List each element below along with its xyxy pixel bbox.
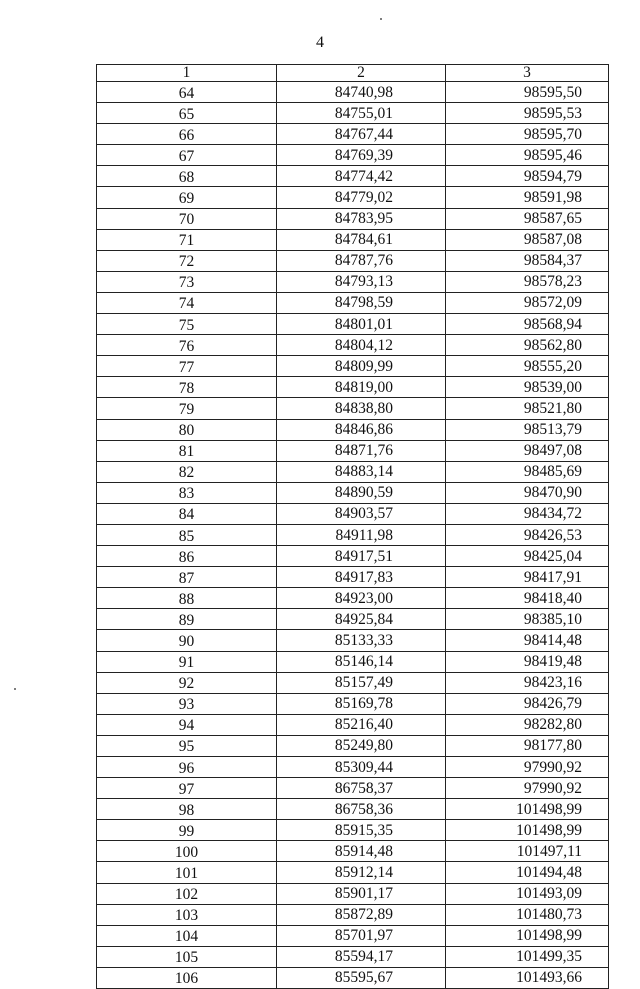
y-coordinate-cell: 98177,80 [446, 735, 609, 756]
y-coordinate-cell: 98584,37 [446, 250, 609, 271]
x-coordinate-cell: 84925,84 [277, 609, 446, 630]
y-coordinate-cell: 98591,98 [446, 187, 609, 208]
x-coordinate-cell: 84846,86 [277, 419, 446, 440]
table-row [97, 820, 609, 841]
table-row [97, 567, 609, 588]
table-row [97, 651, 609, 672]
page-number: 4 [316, 34, 324, 51]
y-coordinate-cell: 98282,80 [446, 714, 609, 735]
row-number-cell: 79 [97, 398, 277, 419]
y-coordinate-cell: 101494,48 [446, 862, 609, 883]
y-coordinate-cell: 98568,94 [446, 314, 609, 335]
scan-speck [380, 18, 382, 20]
x-coordinate-cell: 85216,40 [277, 714, 446, 735]
x-coordinate-cell: 84917,83 [277, 567, 446, 588]
y-coordinate-cell: 98417,91 [446, 567, 609, 588]
x-coordinate-cell: 84755,01 [277, 103, 446, 124]
table-row [97, 250, 609, 271]
row-number-cell: 91 [97, 651, 277, 672]
table-row [97, 757, 609, 778]
row-number-cell: 103 [97, 904, 277, 925]
x-coordinate-cell: 84787,76 [277, 250, 446, 271]
table-row [97, 735, 609, 756]
row-number-cell: 90 [97, 630, 277, 651]
y-coordinate-cell: 98539,00 [446, 377, 609, 398]
column-header-3: 3 [446, 65, 609, 82]
row-number-cell: 102 [97, 883, 277, 904]
row-number-cell: 99 [97, 820, 277, 841]
table-row [97, 208, 609, 229]
y-coordinate-cell: 101493,09 [446, 883, 609, 904]
y-coordinate-cell: 98426,79 [446, 693, 609, 714]
table-row [97, 419, 609, 440]
table-row [97, 841, 609, 862]
x-coordinate-cell: 84804,12 [277, 335, 446, 356]
row-number-cell: 80 [97, 419, 277, 440]
table-row [97, 714, 609, 735]
y-coordinate-cell: 98419,48 [446, 651, 609, 672]
row-number-cell: 66 [97, 124, 277, 145]
table-row [97, 398, 609, 419]
row-number-cell: 82 [97, 461, 277, 482]
x-coordinate-cell: 85133,33 [277, 630, 446, 651]
y-coordinate-cell: 98513,79 [446, 419, 609, 440]
table-row [97, 672, 609, 693]
y-coordinate-cell: 98562,80 [446, 335, 609, 356]
x-coordinate-cell: 85309,44 [277, 757, 446, 778]
table-row [97, 883, 609, 904]
x-coordinate-cell: 85914,48 [277, 841, 446, 862]
table-row [97, 925, 609, 946]
table-row [97, 946, 609, 967]
table-row [97, 799, 609, 820]
x-coordinate-cell: 84801,01 [277, 314, 446, 335]
y-coordinate-cell: 101497,11 [446, 841, 609, 862]
table-row [97, 166, 609, 187]
y-coordinate-cell: 101498,99 [446, 799, 609, 820]
table-row [97, 630, 609, 651]
x-coordinate-cell: 86758,37 [277, 778, 446, 799]
row-number-cell: 94 [97, 714, 277, 735]
table-row [97, 546, 609, 567]
row-number-cell: 89 [97, 609, 277, 630]
y-coordinate-cell: 98485,69 [446, 461, 609, 482]
x-coordinate-cell: 86758,36 [277, 799, 446, 820]
y-coordinate-cell: 98595,70 [446, 124, 609, 145]
y-coordinate-cell: 98595,53 [446, 103, 609, 124]
table-row [97, 503, 609, 524]
y-coordinate-cell: 98587,08 [446, 229, 609, 250]
column-header-1: 1 [97, 65, 277, 82]
x-coordinate-cell: 84923,00 [277, 588, 446, 609]
row-number-cell: 104 [97, 925, 277, 946]
row-number-cell: 97 [97, 778, 277, 799]
x-coordinate-cell: 84740,98 [277, 82, 446, 103]
x-coordinate-cell: 84798,59 [277, 292, 446, 313]
table-row [97, 187, 609, 208]
row-number-cell: 95 [97, 735, 277, 756]
table-row [97, 904, 609, 925]
coordinates-table [96, 64, 609, 989]
row-number-cell: 96 [97, 757, 277, 778]
row-number-cell: 86 [97, 546, 277, 567]
y-coordinate-cell: 98595,50 [446, 82, 609, 103]
y-coordinate-cell: 98470,90 [446, 482, 609, 503]
x-coordinate-cell: 84809,99 [277, 356, 446, 377]
y-coordinate-cell: 101493,66 [446, 967, 609, 988]
row-number-cell: 78 [97, 377, 277, 398]
y-coordinate-cell: 98521,80 [446, 398, 609, 419]
x-coordinate-cell: 84769,39 [277, 145, 446, 166]
row-number-cell: 98 [97, 799, 277, 820]
table-row [97, 335, 609, 356]
x-coordinate-cell: 84838,80 [277, 398, 446, 419]
x-coordinate-cell: 85912,14 [277, 862, 446, 883]
row-number-cell: 74 [97, 292, 277, 313]
x-coordinate-cell: 85915,35 [277, 820, 446, 841]
row-number-cell: 68 [97, 166, 277, 187]
row-number-cell: 76 [97, 335, 277, 356]
row-number-cell: 75 [97, 314, 277, 335]
row-number-cell: 100 [97, 841, 277, 862]
x-coordinate-cell: 85157,49 [277, 672, 446, 693]
x-coordinate-cell: 85146,14 [277, 651, 446, 672]
x-coordinate-cell: 84883,14 [277, 461, 446, 482]
row-number-cell: 64 [97, 82, 277, 103]
row-number-cell: 70 [97, 208, 277, 229]
row-number-cell: 106 [97, 967, 277, 988]
row-number-cell: 71 [97, 229, 277, 250]
y-coordinate-cell: 101498,99 [446, 820, 609, 841]
table-row [97, 145, 609, 166]
table-row [97, 862, 609, 883]
table-row [97, 271, 609, 292]
row-number-cell: 101 [97, 862, 277, 883]
row-number-cell: 105 [97, 946, 277, 967]
table-row [97, 967, 609, 988]
table-row [97, 377, 609, 398]
table-row [97, 103, 609, 124]
row-number-cell: 84 [97, 503, 277, 524]
x-coordinate-cell: 84784,61 [277, 229, 446, 250]
scan-speck [14, 688, 16, 690]
x-coordinate-cell: 85701,97 [277, 925, 446, 946]
y-coordinate-cell: 98418,40 [446, 588, 609, 609]
row-number-cell: 67 [97, 145, 277, 166]
table-row [97, 229, 609, 250]
row-number-cell: 88 [97, 588, 277, 609]
x-coordinate-cell: 84793,13 [277, 271, 446, 292]
y-coordinate-cell: 98555,20 [446, 356, 609, 377]
table-row [97, 693, 609, 714]
table-row [97, 314, 609, 335]
x-coordinate-cell: 84779,02 [277, 187, 446, 208]
table-row [97, 588, 609, 609]
table-row [97, 778, 609, 799]
y-coordinate-cell: 98497,08 [446, 440, 609, 461]
row-number-cell: 93 [97, 693, 277, 714]
row-number-cell: 92 [97, 672, 277, 693]
x-coordinate-cell: 85169,78 [277, 693, 446, 714]
y-coordinate-cell: 97990,92 [446, 757, 609, 778]
x-coordinate-cell: 85595,67 [277, 967, 446, 988]
y-coordinate-cell: 98426,53 [446, 524, 609, 545]
x-coordinate-cell: 84911,98 [277, 524, 446, 545]
x-coordinate-cell: 84903,57 [277, 503, 446, 524]
x-coordinate-cell: 84767,44 [277, 124, 446, 145]
x-coordinate-cell: 85872,89 [277, 904, 446, 925]
y-coordinate-cell: 97990,92 [446, 778, 609, 799]
y-coordinate-cell: 98594,79 [446, 166, 609, 187]
row-number-cell: 65 [97, 103, 277, 124]
row-number-cell: 69 [97, 187, 277, 208]
row-number-cell: 85 [97, 524, 277, 545]
y-coordinate-cell: 98595,46 [446, 145, 609, 166]
row-number-cell: 87 [97, 567, 277, 588]
y-coordinate-cell: 98425,04 [446, 546, 609, 567]
table-header-row [97, 65, 609, 82]
table-row [97, 82, 609, 103]
row-number-cell: 83 [97, 482, 277, 503]
table-row [97, 524, 609, 545]
table-row [97, 440, 609, 461]
column-header-2: 2 [277, 65, 446, 82]
row-number-cell: 77 [97, 356, 277, 377]
y-coordinate-cell: 101498,99 [446, 925, 609, 946]
y-coordinate-cell: 98423,16 [446, 672, 609, 693]
table-row [97, 292, 609, 313]
x-coordinate-cell: 85249,80 [277, 735, 446, 756]
row-number-cell: 72 [97, 250, 277, 271]
table-row [97, 124, 609, 145]
y-coordinate-cell: 98572,09 [446, 292, 609, 313]
x-coordinate-cell: 84871,76 [277, 440, 446, 461]
x-coordinate-cell: 84917,51 [277, 546, 446, 567]
y-coordinate-cell: 101480,73 [446, 904, 609, 925]
table-row [97, 356, 609, 377]
x-coordinate-cell: 84819,00 [277, 377, 446, 398]
table-row [97, 609, 609, 630]
table-row [97, 482, 609, 503]
x-coordinate-cell: 85901,17 [277, 883, 446, 904]
table-row [97, 461, 609, 482]
y-coordinate-cell: 98587,65 [446, 208, 609, 229]
row-number-cell: 81 [97, 440, 277, 461]
y-coordinate-cell: 101499,35 [446, 946, 609, 967]
y-coordinate-cell: 98414,48 [446, 630, 609, 651]
x-coordinate-cell: 84783,95 [277, 208, 446, 229]
table-body [97, 82, 609, 989]
x-coordinate-cell: 84890,59 [277, 482, 446, 503]
row-number-cell: 73 [97, 271, 277, 292]
y-coordinate-cell: 98578,23 [446, 271, 609, 292]
x-coordinate-cell: 85594,17 [277, 946, 446, 967]
y-coordinate-cell: 98385,10 [446, 609, 609, 630]
x-coordinate-cell: 84774,42 [277, 166, 446, 187]
y-coordinate-cell: 98434,72 [446, 503, 609, 524]
